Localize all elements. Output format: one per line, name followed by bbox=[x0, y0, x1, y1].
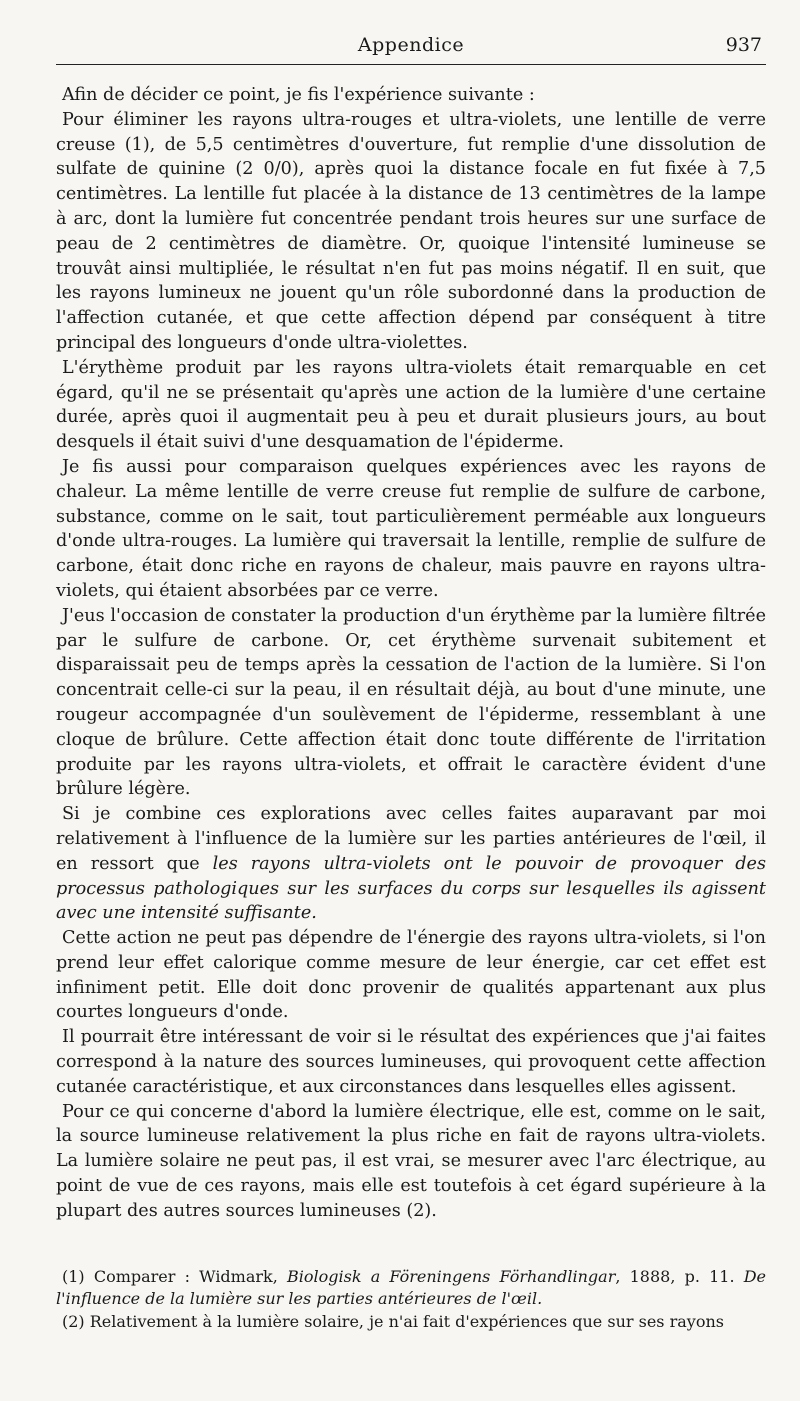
running-title: Appendice bbox=[357, 34, 465, 56]
paragraph-span: Je fis aussi pour comparaison quelques expériences avec les rayons de chaleur. La même lentille de verre creuse fut remplie de sulfure de carbone, substance, comme on le sait, tout particulièrement perméable aux longueurs d'onde ultra-rouges. La lumière qui traversait la lentille, remplie de sulfure de carbone, était donc riche en rayons de chaleur, mais pauvre en rayons ultra-violets, qui étaient absorbées par ce verre. bbox=[56, 456, 766, 601]
paragraph bbox=[56, 1100, 766, 1224]
paragraph-span: J'eus l'occasion de constater la production d'un érythème par la lumière filtrée par le sulfure de carbone. Or, cet érythème survenait subitement et disparaissait peu de temps après la cessation de l'action de la lumière. Si l'on concentrait celle-ci sur la peau, il en résultait déjà, au bout d'une minute, une rougeur accompagnée d'un soulèvement de l'épiderme, ressemblant à une cloque de brûlure. Cette affection était donc toute différente de l'irritation produite par les rayons ultra-violets, et offrait le caractère évident d'une brûlure légère. bbox=[56, 605, 766, 800]
paragraph bbox=[56, 455, 766, 604]
paragraph bbox=[56, 108, 766, 356]
paragraph bbox=[56, 1025, 766, 1099]
paragraph bbox=[56, 356, 766, 455]
paragraph-span: Pour éliminer les rayons ultra-rouges et ultra-violets, une lentille de verre creuse (1), de 5,5 centimètres d'ouverture, fut remplie d'une dissolution de sulfate de quinine (2 0/0), après quoi la distance focale en fut fixée à 7,5 centimètres. La lentille fut placée à la distance de 13 centimètres de la lampe à arc, dont la lumière fut concentrée pendant trois heures sur une surface de peau de 2 centimètres de diamètre. Or, quoique l'intensité lumineuse se trouvât ainsi multipliée, le résultat n'en fut pas moins négatif. Il en suit, que les rayons lumineux ne jouent qu'un rôle subordonné dans la production de l'affection cutanée, et que cette affection dépend par conséquent à titre principal des longueurs d'onde ultra-violettes. bbox=[56, 109, 766, 353]
paragraph bbox=[56, 926, 766, 1025]
paragraph bbox=[56, 604, 766, 802]
footnote-span: (1) Comparer : Widmark, bbox=[62, 1266, 287, 1286]
paragraph-span: Pour ce qui concerne d'abord la lumière électrique, elle est, comme on le sait, la source lumineuse relativement la plus riche en fait de rayons ultra-violets. La lumière solaire ne peut pas, il est vrai, se mesurer avec l'arc électrique, au point de vue de ces rayons, mais elle est toutefois à cet égard supérieure à la plupart des autres sources lumineuses (2). bbox=[56, 1101, 766, 1221]
footnote bbox=[56, 1266, 766, 1311]
paragraph-span: Si je combine ces explorations avec celles faites auparavant par moi relativement à l'influence de la lumière sur les parties antérieures de l'œil, il en ressort que bbox=[56, 804, 766, 874]
footnote-span: (2) Relativement à la lumière solaire, je n'ai fait d'expériences que sur ses rayons bbox=[62, 1311, 724, 1331]
footnote-span: , 1888, p. 11. bbox=[615, 1266, 744, 1286]
body-text bbox=[56, 83, 766, 1224]
footnote bbox=[56, 1311, 766, 1334]
paragraph bbox=[56, 802, 766, 926]
document-page bbox=[56, 30, 766, 1333]
footnote-italic-span: Biologisk a Föreningens Förhandlingar bbox=[287, 1266, 616, 1286]
running-header bbox=[56, 30, 766, 65]
footnote-italic-span: De l'influence de la lumière sur les parties antérieures de l'œil. bbox=[56, 1266, 767, 1309]
paragraph bbox=[56, 83, 766, 108]
paragraph-italic-span: les rayons ultra-violets ont le pouvoir de provoquer des processus pathologiques sur les surfaces du corps sur lesquelles ils agissent avec une intensité suffisante. bbox=[56, 853, 766, 924]
footnotes bbox=[56, 1266, 766, 1334]
page-number: 937 bbox=[725, 34, 762, 56]
paragraph-span: Cette action ne peut pas dépendre de l'énergie des rayons ultra-violets, si l'on prend leur effet calorique comme mesure de leur énergie, car cet effet est infiniment petit. Elle doit donc provenir de qualités appartenant aux plus courtes longueurs d'onde. bbox=[56, 928, 766, 1023]
paragraph-span: Afin de décider ce point, je fis l'expérience suivante : bbox=[62, 85, 535, 105]
paragraph-span: L'érythème produit par les rayons ultra-violets était remarquable en cet égard, qu'il ne se présentait qu'après une action de la lumière d'une certaine durée, après quoi il augmentait peu à peu et durait plusieurs jours, au bout desquels il était suivi d'une desquamation de l'épiderme. bbox=[56, 357, 766, 453]
paragraph-span: Il pourrait être intéressant de voir si le résultat des expériences que j'ai faites correspond à la nature des sources lumineuses, qui provoquent cette affection cutanée caractéristique, et aux circonstances dans lesquelles elles agissent. bbox=[56, 1027, 766, 1097]
